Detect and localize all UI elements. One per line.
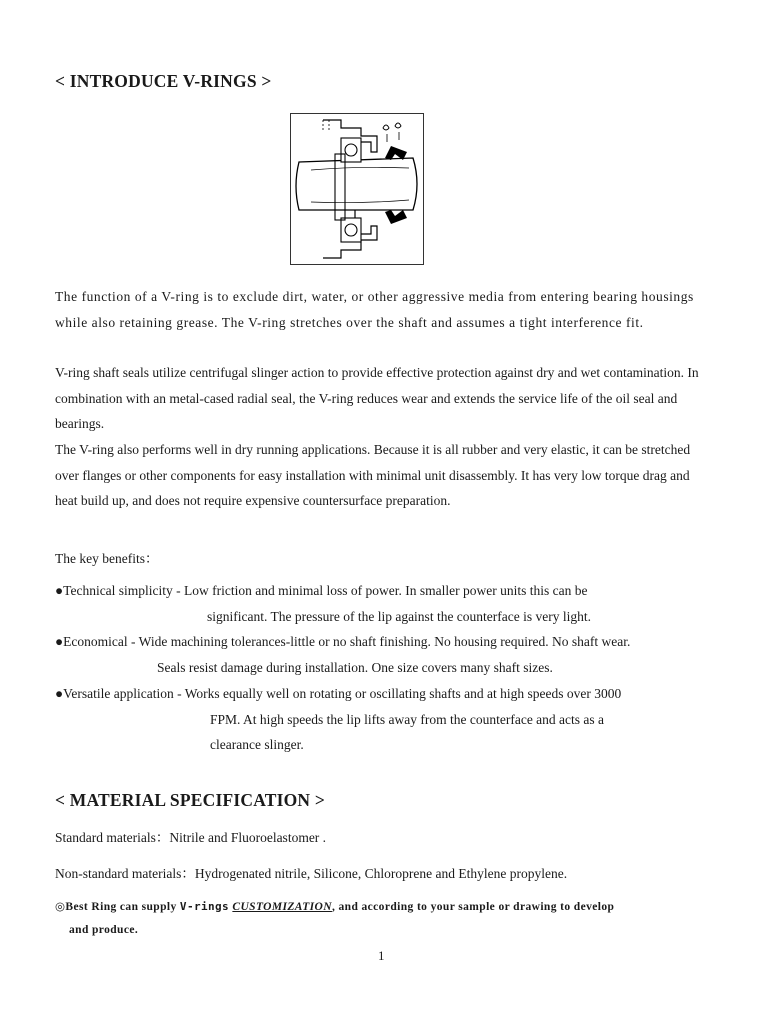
paragraph-dry-running: The V-ring also performs well in dry running applications. Because it is all rubber and very elastic, it can be stretched over flanges or other components for easy installation with minimal unit disassembly. It has very low torque drag and heat build up, and does not require expensive countersurface preparation. — [55, 442, 691, 508]
note-prefix: ◎Best Ring can supply — [55, 901, 180, 913]
benefit-economical-line-2: Seals resist damage during installation. One size covers many shaft sizes. — [157, 660, 553, 675]
note-brand: V-rings — [179, 900, 230, 913]
standard-materials: Standard materials：Nitrile and Fluoroelastomer . — [55, 830, 327, 845]
benefit-technical-line-2: significant. The pressure of the lip against the counterface is very light. — [207, 609, 592, 624]
paragraph-function: The function of a V-ring is to exclude dirt, water, or other aggressive media from entering bearing housings while also retaining grease. The V-ring stretches over the shaft and assumes a tight interference fit. — [55, 289, 694, 330]
benefit-versatile-line-3: clearance slinger. — [210, 737, 304, 752]
note-suffix-1: , and according to your sample or drawing to develop — [331, 901, 615, 913]
note-suffix-2: and produce. — [69, 924, 139, 936]
benefits-label: The key benefits： — [55, 551, 159, 566]
benefit-versatile-line-1: ●Versatile application - Works equally well on rotating or oscillating shafts and at high speeds over 3000 — [55, 686, 622, 701]
benefit-versatile-line-2: FPM. At high speeds the lip lifts away from the counterface and acts as a — [210, 712, 605, 727]
v-ring-seal-diagram-icon — [290, 113, 424, 265]
nonstandard-materials: Non-standard materials：Hydrogenated nitrile, Silicone, Chloroprene and Ethylene propylene. — [55, 866, 568, 881]
customization-note — [55, 895, 715, 942]
section-title-introduce: < INTRODUCE V-RINGS > — [55, 71, 272, 91]
note-customization: CUSTOMIZATION — [232, 901, 332, 913]
page-number: 1 — [378, 948, 385, 963]
section-title-material: < MATERIAL SPECIFICATION > — [55, 790, 326, 810]
benefit-economical-line-1: ●Economical - Wide machining tolerances-little or no shaft finishing. No housing required. No shaft wear. — [55, 634, 631, 649]
paragraph-slinger-action: V-ring shaft seals utilize centrifugal slinger action to provide effective protection against dry and wet contamination. In combination with an metal-cased radial seal, the V-ring reduces wear and extends the service life of the oil seal and bearings. — [55, 365, 699, 431]
benefit-technical-line-1: ●Technical simplicity - Low friction and minimal loss of power. In smaller power units this can be — [55, 583, 588, 598]
